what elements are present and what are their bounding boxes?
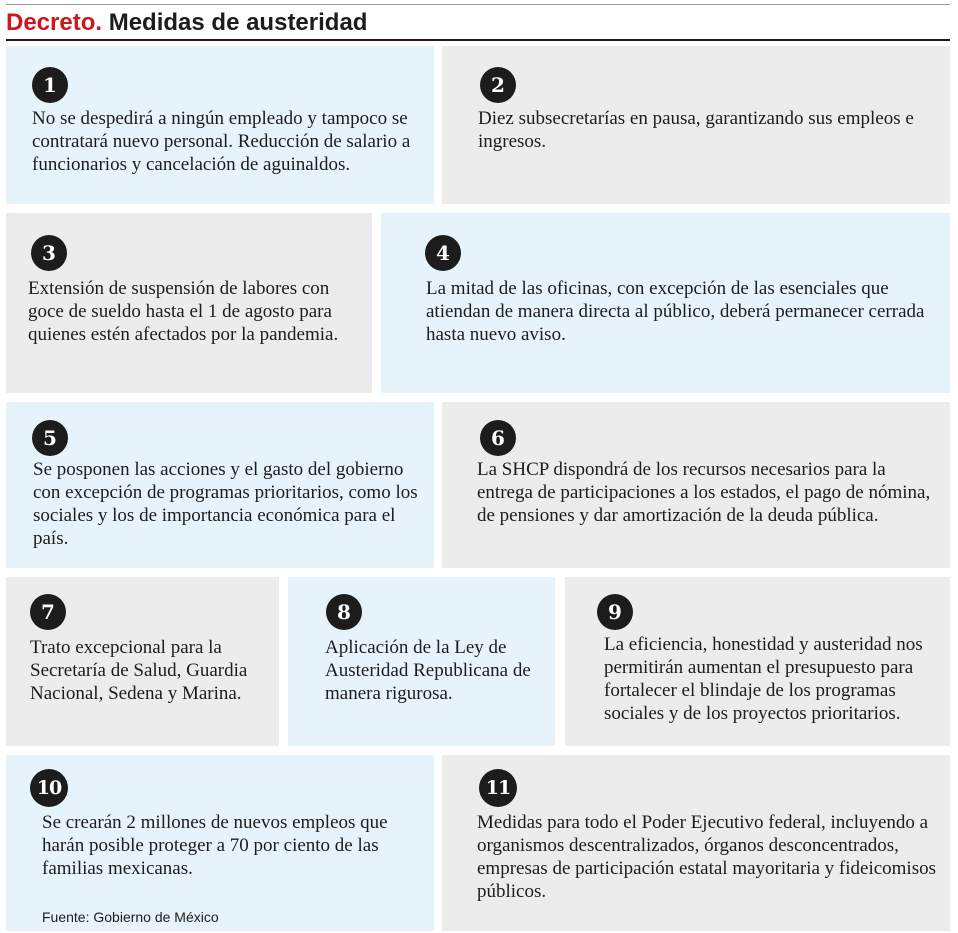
measure-text: Aplicación de la Ley de Austeridad Republicana de manera rigurosa. [325,637,531,704]
top-divider [6,4,950,5]
measure-text: No se despedirá a ningún empleado y tampoco se contratará nuevo personal. Reducción de salario a funcionarios y cancelación de aguinaldos. [32,108,411,175]
measure-text: Diez subsecretarías en pausa, garantizando sus empleos e ingresos. [478,108,914,152]
measure-text: La eficiencia, honestidad y austeridad nos permitirán aumentan el presupuesto para fortalecer el blindaje de los programas sociales y de los proyectos prioritarios. [604,634,923,724]
measure-card-10 [6,755,434,931]
measure-card-4 [381,213,950,393]
measure-text: Se posponen las acciones y el gasto del gobierno con excepción de programas prioritarios, como los sociales y los de importancia económica para el país. [33,459,418,549]
page-title [6,6,950,39]
title-text: Medidas de austeridad [108,9,368,36]
number-badge: 2 [480,67,516,103]
title-rule [6,39,950,41]
measure-card-2 [442,46,950,204]
measure-card-7 [6,577,279,746]
measure-card-1 [6,46,434,204]
number-badge: 9 [597,594,633,630]
measure-card-6 [442,402,950,568]
measure-card-9 [565,577,950,746]
measure-text: Medidas para todo el Poder Ejecutivo federal, incluyendo a organismos descentralizados, órganos desconcentrados, empresas de participación estatal mayoritaria y fideicomisos públicos. [477,812,936,902]
measure-text: La SHCP dispondrá de los recursos necesarios para la entrega de participaciones a los estados, el pago de nómina, de pensiones y dar amortización de la deuda pública. [477,459,931,526]
number-badge: 8 [326,594,362,630]
number-badge: 6 [480,420,516,456]
number-badge: 10 [30,769,68,807]
source-note: Fuente: Gobierno de México [42,909,219,925]
measure-text: Extensión de suspensión de labores con goce de sueldo hasta el 1 de agosto para quienes estén afectados por la pandemia. [28,278,339,345]
title-label: Decreto. [6,9,103,36]
measure-text: Trato excepcional para la Secretaría de Salud, Guardia Nacional, Sedena y Marina. [30,637,248,704]
measure-text: La mitad de las oficinas, con excepción de las esenciales que atiendan de manera directa al público, deberá permanecer cerrada hasta nuevo aviso. [426,278,925,345]
measure-text: Se crearán 2 millones de nuevos empleos que harán posible proteger a 70 por ciento de las familias mexicanas. [42,812,388,879]
measure-card-5 [6,402,434,568]
measure-card-3 [6,213,372,393]
measure-card-8 [288,577,555,746]
measure-card-11 [442,755,950,931]
number-badge: 7 [30,594,66,630]
number-badge: 11 [479,769,517,807]
number-badge: 3 [31,235,67,271]
number-badge: 4 [425,235,461,271]
number-badge: 5 [32,420,68,456]
number-badge: 1 [32,67,68,103]
